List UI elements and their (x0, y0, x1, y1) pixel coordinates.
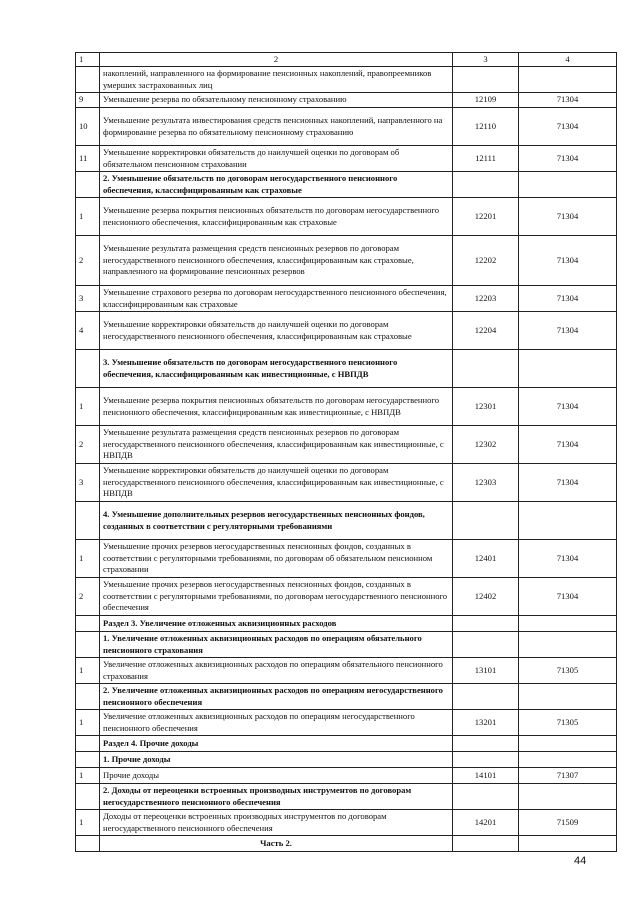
row-text: накоплений, направленного на формирование пенсионных накоплений, правопреемников умерших застрахованных лиц (100, 67, 453, 93)
row-number: 1 (76, 658, 100, 684)
row-text: Уменьшение страхового резерва по договорам негосударственного пенсионного обеспечения, классифицированным как страховые (100, 286, 453, 312)
row-number: 1 (76, 810, 100, 836)
header-cell-2: 2 (100, 53, 453, 67)
row-number: 4 (76, 312, 100, 350)
table-row (76, 388, 617, 426)
row-number (76, 502, 100, 540)
row-text: Доходы от переоценки встроенных производных инструментов по договорам негосударственного пенсионного обеспечения (100, 810, 453, 836)
row-code (453, 752, 519, 768)
row-code: 12111 (453, 146, 519, 172)
subsection-row (76, 350, 617, 388)
row-number: 2 (76, 426, 100, 464)
section-heading: Раздел 3. Увеличение отложенных аквизиционных расходов (100, 616, 453, 632)
row-number: 2 (76, 236, 100, 286)
table-row (76, 710, 617, 736)
table-row (76, 236, 617, 286)
row-text: Уменьшение результата размещения средств пенсионных резервов по договорам негосударственного пенсионного обеспечения, классифицированным как инвестиционные, с НВПДВ (100, 426, 453, 464)
row-account (519, 736, 617, 752)
row-account (519, 784, 617, 810)
row-code (453, 684, 519, 710)
row-code (453, 350, 519, 388)
row-code: 12203 (453, 286, 519, 312)
part-heading: Часть 2. (100, 836, 453, 852)
row-code: 12201 (453, 198, 519, 236)
row-account (519, 632, 617, 658)
row-account (519, 616, 617, 632)
row-code (453, 632, 519, 658)
row-text: Увеличение отложенных аквизиционных расходов по операциям обязательного пенсионного страхования (100, 658, 453, 684)
table-row (76, 658, 617, 684)
row-number (76, 684, 100, 710)
row-code: 13201 (453, 710, 519, 736)
table-row (76, 146, 617, 172)
table-row (76, 540, 617, 578)
subsection-row (76, 784, 617, 810)
row-code (453, 172, 519, 198)
row-account: 71305 (519, 658, 617, 684)
row-text: Уменьшение прочих резервов негосударственных пенсионных фондов, созданных в соответствии с регуляторными требованиями, по договорам негосударственного пенсионного обеспечения (100, 578, 453, 616)
section-row (76, 616, 617, 632)
header-cell-4: 4 (519, 53, 617, 67)
row-number: 1 (76, 388, 100, 426)
header-row (76, 53, 617, 67)
row-code: 12110 (453, 108, 519, 146)
subsection-heading: 3. Уменьшение обязательств по договорам негосударственного пенсионного обеспечения, классифицированным как инвестиционные, с НВПДВ (100, 350, 453, 388)
row-account: 71304 (519, 578, 617, 616)
row-code: 12202 (453, 236, 519, 286)
subsection-heading: 2. Уменьшение обязательств по договорам негосударственного пенсионного обеспечения, классифицированным как страховые (100, 172, 453, 198)
row-code (453, 502, 519, 540)
row-code: 12301 (453, 388, 519, 426)
row-number: 2 (76, 578, 100, 616)
row-text: Уменьшение корректировки обязательств до наилучшей оценки по договорам об обязательном пенсионном страховании (100, 146, 453, 172)
row-number: 10 (76, 108, 100, 146)
row-text: Уменьшение резерва по обязательному пенсионному страхованию (100, 93, 453, 108)
row-number (76, 350, 100, 388)
table-row (76, 312, 617, 350)
row-account (519, 172, 617, 198)
row-account: 71304 (519, 236, 617, 286)
row-number (76, 784, 100, 810)
row-account: 71304 (519, 388, 617, 426)
subsection-row (76, 752, 617, 768)
row-text: Прочие доходы (100, 768, 453, 784)
row-account: 71509 (519, 810, 617, 836)
row-text: Уменьшение корректировки обязательств до наилучшей оценки по договорам негосударственного пенсионного обеспечения, классифицированным как страховые (100, 312, 453, 350)
row-code: 13101 (453, 658, 519, 684)
row-code: 12303 (453, 464, 519, 502)
row-number: 1 (76, 198, 100, 236)
table-row (76, 286, 617, 312)
row-number: 11 (76, 146, 100, 172)
row-code (453, 67, 519, 93)
section-heading: Раздел 4. Прочие доходы (100, 736, 453, 752)
subsection-heading: 4. Уменьшение дополнительных резервов негосударственных пенсионных фондов, созданных в соответствии с регуляторными требованиями (100, 502, 453, 540)
row-account: 71304 (519, 93, 617, 108)
row-account: 71304 (519, 286, 617, 312)
table-row (76, 810, 617, 836)
row-account: 71304 (519, 464, 617, 502)
row-account: 71304 (519, 146, 617, 172)
row-code: 14201 (453, 810, 519, 836)
table-row (76, 768, 617, 784)
row-number (76, 172, 100, 198)
row-account: 71304 (519, 312, 617, 350)
table-row (76, 67, 617, 93)
row-code (453, 836, 519, 852)
row-account: 71304 (519, 540, 617, 578)
row-number: 1 (76, 768, 100, 784)
section-row (76, 736, 617, 752)
row-text: Уменьшение результата инвестирования средств пенсионных накоплений, направленного на формирование резерва по обязательному пенсионному страхованию (100, 108, 453, 146)
row-account: 71305 (519, 710, 617, 736)
row-code (453, 784, 519, 810)
row-code: 12302 (453, 426, 519, 464)
part-row (76, 836, 617, 852)
row-number: 3 (76, 286, 100, 312)
table-row (76, 426, 617, 464)
row-text: Уменьшение резерва покрытия пенсионных обязательств по договорам негосударственного пенсионного обеспечения, классифицированным как страховые (100, 198, 453, 236)
table-row (76, 108, 617, 146)
row-text: Увеличение отложенных аквизиционных расходов по операциям негосударственного пенсионного обеспечения (100, 710, 453, 736)
row-account: 71304 (519, 108, 617, 146)
row-code: 14101 (453, 768, 519, 784)
row-account: 71307 (519, 768, 617, 784)
row-account (519, 752, 617, 768)
row-text: Уменьшение результата размещения средств пенсионных резервов по договорам негосударственного пенсионного обеспечения, классифицированным как страховые, направленного на формирование пенсионных резервов (100, 236, 453, 286)
row-code (453, 616, 519, 632)
subsection-row (76, 502, 617, 540)
row-number: 1 (76, 710, 100, 736)
table-row (76, 198, 617, 236)
row-account (519, 67, 617, 93)
row-account: 71304 (519, 426, 617, 464)
table-row (76, 578, 617, 616)
row-number (76, 736, 100, 752)
row-number (76, 616, 100, 632)
header-cell-1: 1 (76, 53, 100, 67)
row-code: 12204 (453, 312, 519, 350)
row-number (76, 632, 100, 658)
document-table (75, 52, 617, 852)
row-text: Уменьшение прочих резервов негосударственных пенсионных фондов, созданных в соответствии с регуляторными требованиями, по договорам об обязательном пенсионном страховании (100, 540, 453, 578)
subsection-heading: 2. Увеличение отложенных аквизиционных расходов по операциям негосударственного пенсионного обеспечения (100, 684, 453, 710)
row-code: 12402 (453, 578, 519, 616)
row-number: 9 (76, 93, 100, 108)
row-account (519, 350, 617, 388)
row-number (76, 67, 100, 93)
row-number (76, 836, 100, 852)
row-account (519, 684, 617, 710)
row-number: 1 (76, 540, 100, 578)
subsection-heading: 1. Увеличение отложенных аквизиционных расходов по операциям обязательного пенсионного страхования (100, 632, 453, 658)
row-number: 3 (76, 464, 100, 502)
row-code: 12401 (453, 540, 519, 578)
row-text: Уменьшение резерва покрытия пенсионных обязательств по договорам негосударственного пенсионного обеспечения, классифицированным как инвестиционные, с НВПДВ (100, 388, 453, 426)
row-account (519, 502, 617, 540)
subsection-row (76, 172, 617, 198)
row-account (519, 836, 617, 852)
table-row (76, 464, 617, 502)
row-number (76, 752, 100, 768)
row-code: 12109 (453, 93, 519, 108)
row-code (453, 736, 519, 752)
row-text: Уменьшение корректировки обязательств до наилучшей оценки по договорам негосударственного пенсионного обеспечения, классифицированным как инвестиционные, с НВПДВ (100, 464, 453, 502)
table-row (76, 93, 617, 108)
row-account: 71304 (519, 198, 617, 236)
header-cell-3: 3 (453, 53, 519, 67)
subsection-row (76, 684, 617, 710)
subsection-heading: 1. Прочие доходы (100, 752, 453, 768)
subsection-row (76, 632, 617, 658)
page-number: 44 (574, 855, 587, 867)
subsection-heading: 2. Доходы от переоценки встроенных производных инструментов по договорам негосударственного пенсионного обеспечения (100, 784, 453, 810)
